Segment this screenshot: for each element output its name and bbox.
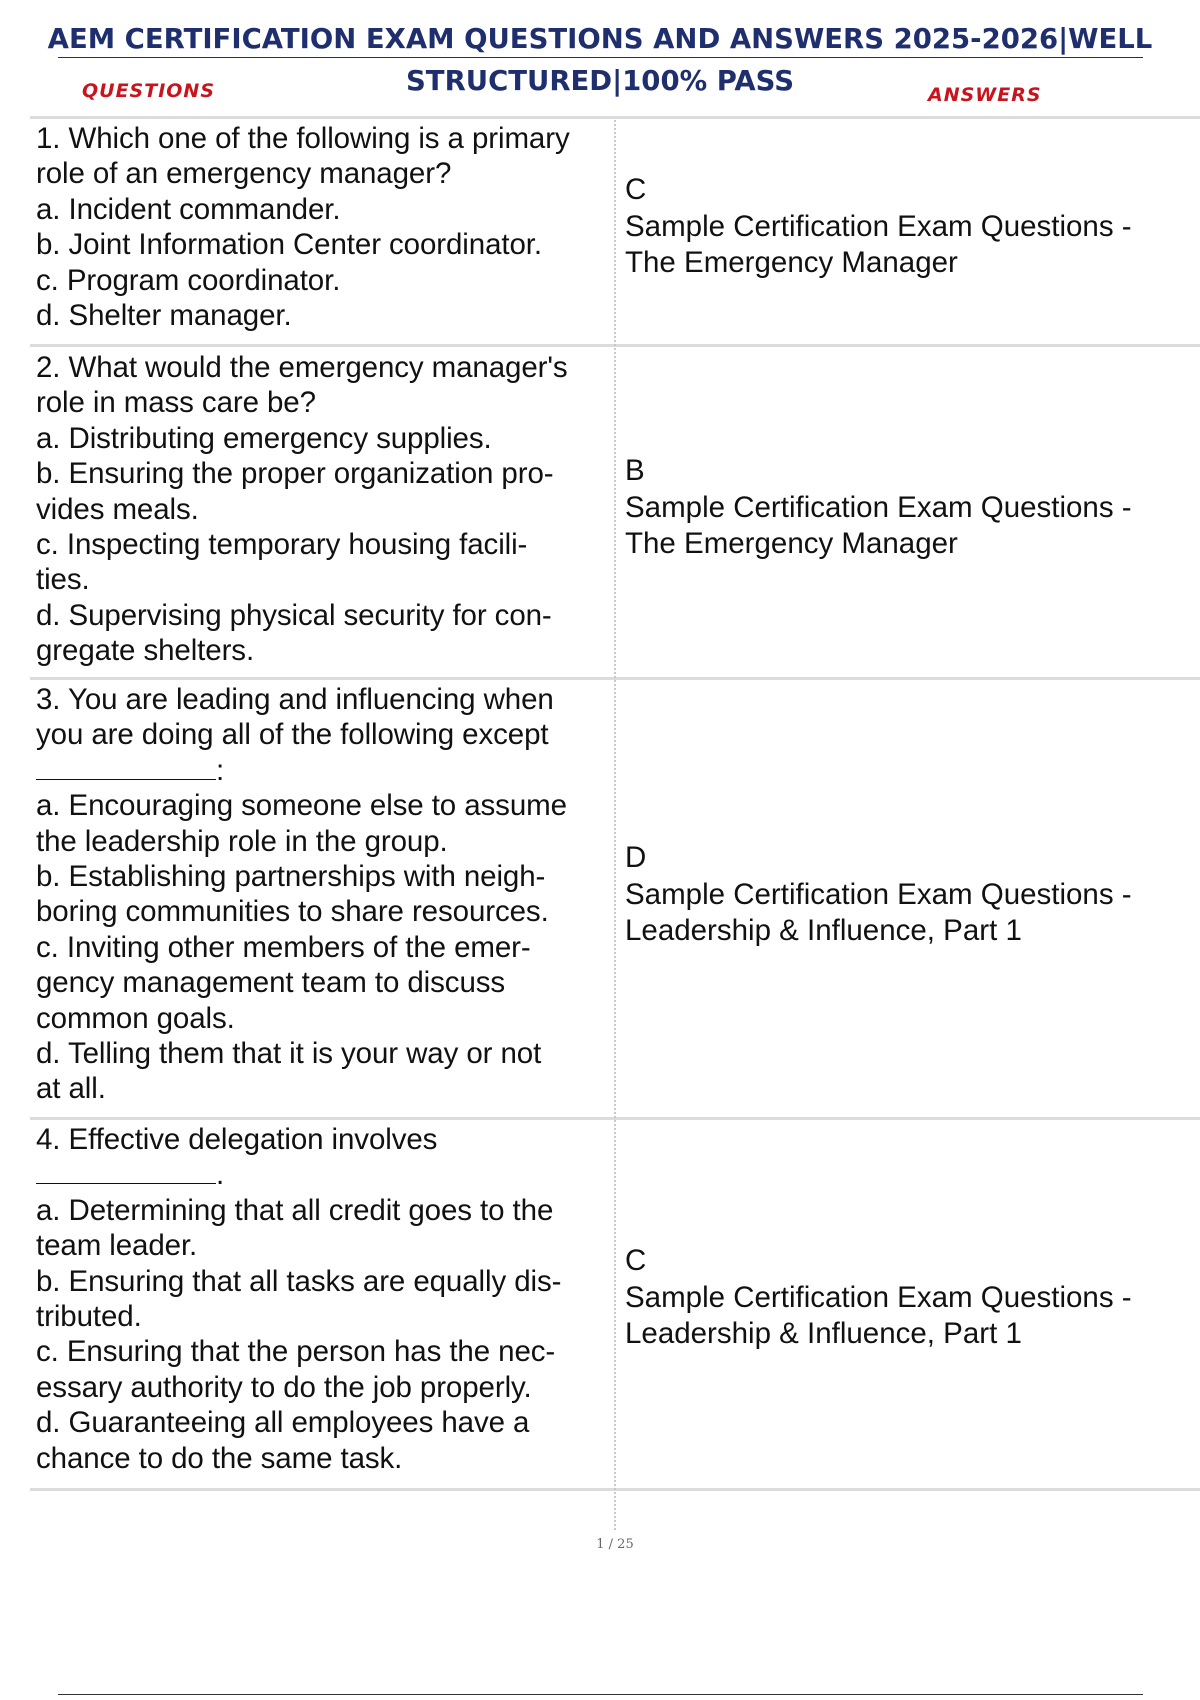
question-1: 1. Which one of the following is a primary role of an emergency manager? a. Incident commander. b. Joint Information Center coordinator. c. Program coordinator. d. Shelter manager. [36,122,570,333]
question-2: 2. What would the emergency manager's role in mass care be? a. Distributing emergency supplies. b. Ensuring the proper organization pro- vides meals. c. Inspecting temporary housing facili- ties. d. Supervising physical security for con- gregate shelters. [36,351,568,668]
document-subtitle: STRUCTURED|100% PASS [406,65,794,97]
answer-letter: B [625,454,645,487]
title-underline [58,57,1143,58]
page-number: 1 / 25 [596,1537,634,1552]
answer-3 [625,840,1195,950]
answer-4 [625,1243,1195,1353]
document-title: AEM CERTIFICATION EXAM QUESTIONS AND ANSWERS 2025-2026|WELL [47,23,1153,55]
question-3: 3. You are leading and influencing when you are doing all of the following except : a. Encouraging someone else to assume the leadership role in the group. b. Establishing partnerships with neigh- boring communities to share resources. c. Inviting other members of the emer- gency management team to discuss common goals. d. Telling them that it is your way or not at all. [36,683,567,1106]
footer-rule [58,1694,1143,1695]
answer-source: Sample Certification Exam Questions - [625,1280,1132,1314]
fill-in-blank [36,1161,216,1184]
answer-source: The Emergency Manager [625,527,958,560]
answer-source: Leadership & Influence, Part 1 [625,914,1022,947]
fill-in-blank [36,757,216,780]
answers-column-label: ANSWERS [928,84,1042,106]
answer-1 [625,172,1195,282]
answer-letter: C [625,1244,647,1277]
questions-column-label: QUESTIONS [82,80,216,102]
table-top-rule [30,116,1200,119]
answer-letter: D [625,841,647,874]
answer-source: The Emergency Manager [625,246,958,279]
answer-source: Sample Certification Exam Questions - [625,877,1132,911]
answer-source: Sample Certification Exam Questions - [625,490,1132,524]
column-divider [614,120,616,1530]
answer-source: Sample Certification Exam Questions - [625,209,1132,243]
answer-2 [625,453,1195,563]
question-4: 4. Effective delegation involves . a. Determining that all credit goes to the team leader. b. Ensuring that all tasks are equally dis- tributed. c. Ensuring that the person has the nec- essary authority to do the job properly. d. Guaranteeing all employees have a chance to do the same task. [36,1123,562,1475]
answer-source: Leadership & Influence, Part 1 [625,1317,1022,1350]
answer-letter: C [625,173,647,206]
